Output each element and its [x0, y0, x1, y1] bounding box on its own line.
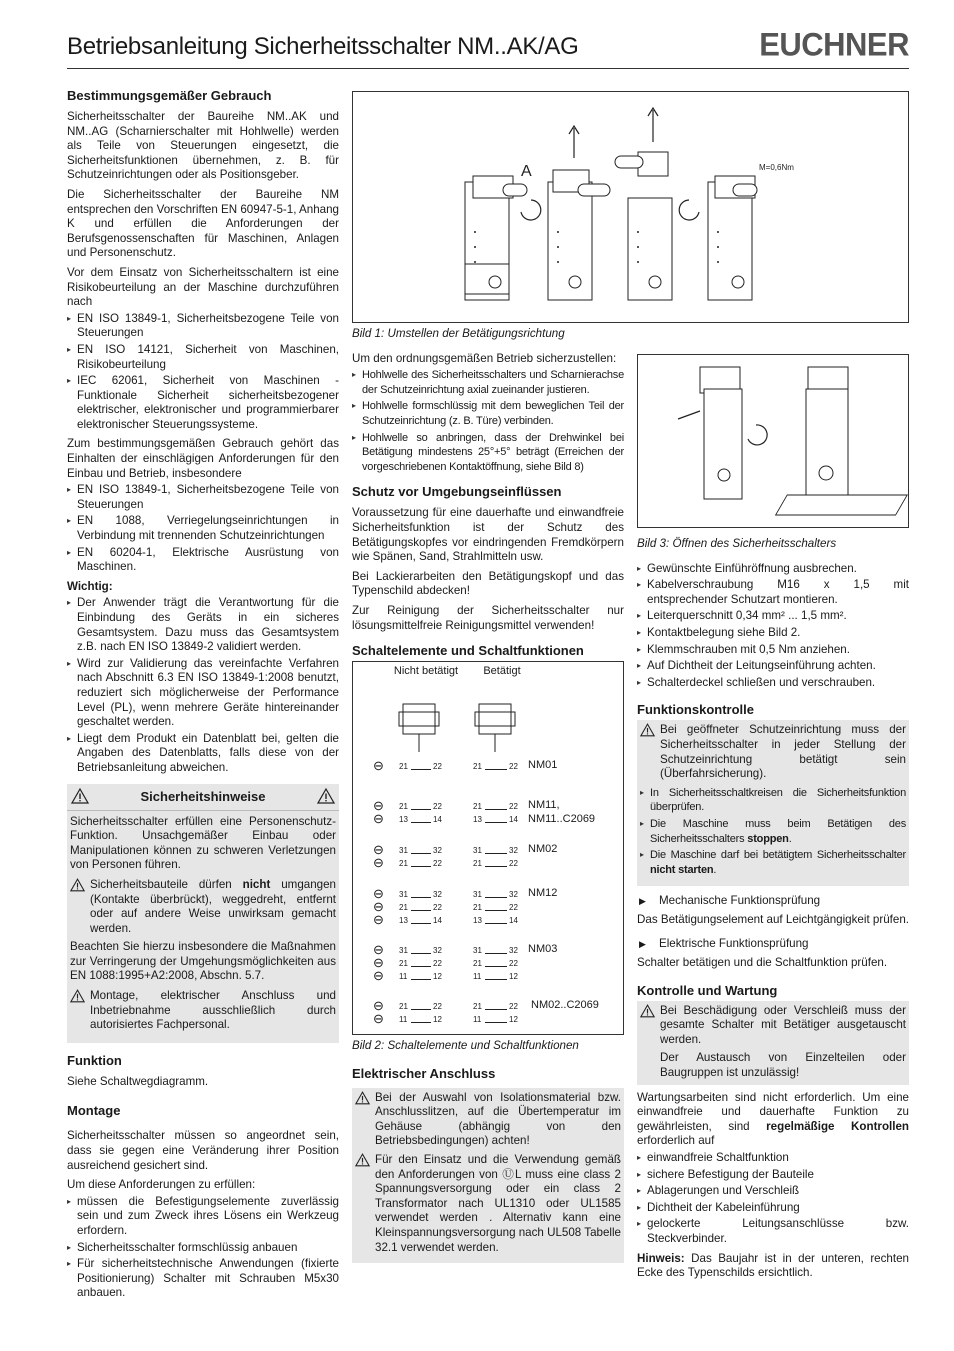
standards-list	[67, 312, 339, 433]
terminal-label: 21	[399, 1002, 408, 1012]
text: erforderlich auf	[637, 1134, 715, 1148]
paragraph: Um diese Anforderungen zu erfüllen:	[67, 1178, 256, 1192]
contact-symbol	[411, 809, 431, 810]
paragraph: Beachten Sie hierzu insbesondere die Maßnahmen zur Verringerung der Umgehungsmöglichkeiten aus EN 1088:1995+A2:2008, Abschn. 5.7.	[70, 940, 336, 983]
terminal-label: 22	[509, 903, 518, 913]
contact-rows	[353, 758, 623, 1032]
list-item: ▸ Wird zur Validierung das vereinfachte Verfahren nach Abschnitt 6.3 EN ISO 13849-1:2008 benutzt, reduziert sich möglicherweise der Performance Level (PL), wenn mehrere Geräte hintereinander geschaltet werden.	[67, 657, 339, 730]
direct-opening-icon: ⊖	[373, 855, 384, 871]
text: .	[713, 863, 717, 876]
warning-text: umgangen (Kontakte überbrückt), weggedreht, entfernt oder auf andere Weise unwirksam gemacht werden.	[90, 877, 337, 935]
torque-label: M=0,6Nm	[759, 163, 794, 172]
warning-icon	[640, 1004, 655, 1018]
mounting-list	[67, 1195, 339, 1301]
warning-note	[70, 989, 336, 1033]
terminal-label: 21	[399, 762, 408, 772]
direct-opening-icon: ⊖	[373, 798, 384, 814]
contact-row	[353, 842, 623, 886]
direct-opening-icon: ⊖	[373, 968, 384, 984]
paragraph	[637, 1091, 909, 1149]
list-item: ▸ Kabelverschraubung M16 x 1,5 mit entsprechender Schutzart montieren.	[637, 578, 909, 607]
heading-function: Funktion	[67, 1052, 122, 1068]
list-item: ▸ EN 1088, Verriegelungseinrichtungen in Verbindung mit trennenden Schutzeinrichtungen	[67, 514, 339, 543]
direct-opening-icon: ⊖	[373, 998, 384, 1014]
model-label: NM11, NM11..C2069	[528, 799, 596, 826]
contact-symbol	[485, 966, 507, 967]
text: Die Maschine darf bei betätigtem Sicherheitsschalter	[650, 849, 906, 862]
switch-illustration	[353, 92, 908, 322]
contact-symbol	[485, 822, 507, 823]
warning-icon	[355, 1091, 370, 1105]
contact-symbol	[411, 953, 431, 954]
heading-intended-use: Bestimmungsgemäßer Gebrauch	[67, 88, 272, 103]
contact-symbol	[485, 979, 507, 980]
list-item: ▸ Auf Dichtheit der Leitungseinführung achten.	[637, 659, 909, 674]
list-item: ▸ EN ISO 13849-1, Sicherheitsbezogene Teile von Steuerungen	[67, 312, 339, 341]
important-label: Wichtig:	[67, 579, 113, 593]
list-item: ▸ Leiterquerschnitt 0,34 mm² ... 1,5 mm².	[637, 609, 909, 624]
terminal-label: 21	[473, 762, 482, 772]
contact-symbol	[411, 979, 431, 980]
contact-symbol	[485, 910, 507, 911]
contact-row	[353, 798, 623, 842]
standards-list	[67, 483, 339, 575]
contact-symbol	[411, 853, 431, 854]
list-item: ▸ Hohlwelle so anbringen, dass der Drehwinkel bei Betätigung mindestens 25°+5° beträgt (Erreichen der vorgeschriebenen Kontaktöffnung, siehe Bild 8)	[352, 431, 624, 475]
maintenance-list	[637, 1151, 909, 1247]
list-item: ▸ Dichtheit der Kabeleinführung	[637, 1201, 909, 1216]
paragraph: Um den ordnungsgemäßen Betrieb sicherzustellen:	[352, 351, 617, 365]
terminal-label: 22	[509, 959, 518, 969]
text: .	[788, 832, 792, 845]
contact-symbol	[411, 910, 431, 911]
text-bold: stoppen	[747, 832, 789, 845]
terminal-label: 14	[433, 916, 442, 926]
terminal-label: 22	[433, 1002, 442, 1012]
terminal-label: 11	[473, 972, 482, 982]
contact-symbol	[485, 953, 507, 954]
hint-text: Das Baujahr ist in der unteren, rechten Ecke des Typenschilds ersichtlich.	[637, 1251, 909, 1280]
terminal-label: 21	[399, 802, 408, 812]
terminal-label: 21	[473, 903, 482, 913]
heading-switching-elements: Schaltelemente und Schaltfunktionen	[352, 643, 584, 659]
warning-icon	[71, 788, 89, 804]
text-bold: nicht starten	[650, 863, 714, 876]
check-list	[640, 786, 906, 878]
warning-text: Bei Beschädigung oder Verschleiß muss der gesamte Schalter mit Betätiger ausgetauscht werden.	[660, 1003, 906, 1046]
terminal-label: 21	[399, 959, 408, 969]
figure-3-caption: Bild 3: Öffnen des Sicherheitsschalters	[637, 537, 837, 550]
important-list	[67, 596, 339, 775]
column-label-actuated: Betätigt	[483, 665, 521, 678]
terminal-label: 32	[433, 890, 442, 900]
contact-row	[353, 886, 623, 942]
contact-symbol	[411, 897, 431, 898]
terminal-label: 11	[399, 972, 408, 982]
contact-symbol	[411, 822, 431, 823]
terminal-label: 13	[473, 815, 482, 825]
direct-opening-icon: ⊖	[373, 758, 384, 774]
paragraph: Siehe Schaltwegdiagramm.	[67, 1074, 209, 1088]
terminal-label: 14	[509, 815, 518, 825]
terminal-label: 22	[433, 903, 442, 913]
terminal-label: 22	[509, 859, 518, 869]
direct-opening-icon: ⊖	[373, 842, 384, 858]
terminal-label: 13	[473, 916, 482, 926]
paragraph: Der Austausch von Einzelteilen oder Baugruppen ist unzulässig!	[660, 1051, 906, 1080]
terminal-label: 21	[399, 903, 408, 913]
warning-icon	[640, 723, 655, 737]
list-item: ▸ EN ISO 14121, Sicherheit von Maschinen, Risikobeurteilung	[67, 343, 339, 372]
safety-title: Sicherheitshinweise	[140, 788, 266, 804]
warning-note	[355, 1153, 621, 1255]
terminal-label: 21	[399, 859, 408, 869]
terminal-label: 31	[399, 846, 408, 856]
terminal-label: 21	[473, 859, 482, 869]
function-check-box	[637, 720, 909, 886]
warning-text: Bei der Auswahl von Isolationsmaterial bzw. Anschlusslitzen, auf die Übertemperatur im Gehäuse (abhängig von den Betriebsbedingungen) achten!	[375, 1090, 621, 1148]
label-a: A	[521, 163, 532, 180]
warning-note	[70, 878, 336, 936]
terminal-label: 21	[473, 1002, 482, 1012]
figure-1-actuating-direction	[352, 91, 909, 323]
direct-opening-icon: ⊖	[373, 886, 384, 902]
column-1	[67, 88, 339, 1306]
list-item: ▸ gelockerte Leitungsanschlüsse bzw. Steckverbinder.	[637, 1217, 909, 1246]
text: Wartungsarbeiten sind nicht erforderlich. Um eine einwandfreie und dauerhafte Funktion zu gewährleisten, sind	[637, 1090, 909, 1133]
contact-symbol	[485, 1022, 507, 1023]
terminal-label: 22	[509, 802, 518, 812]
warning-icon	[70, 878, 85, 892]
warning-text: Montage, elektrischer Anschluss und Inbetriebnahme ausschließlich durch autorisiertes Fachpersonal.	[90, 989, 336, 1032]
terminal-label: 21	[473, 959, 482, 969]
figure-1-caption: Bild 1: Umstellen der Betätigungsrichtung	[352, 327, 565, 340]
paragraph: Sicherheitsschalter müssen so angeordnet sein, dass sie gegen eine Veränderung ihrer Position ausreichend gesichert sind.	[67, 1129, 339, 1172]
hint-label: Hinweis:	[637, 1251, 685, 1265]
electrical-test-label: ▶ Elektrische Funktionsprüfung	[637, 937, 909, 952]
warning-text: Bei geöffneter Schutzeinrichtung muss der Sicherheitsschalter in jeder Stellung der Schutzeinrichtung betätigt sein (Überfahrsicherung).	[660, 723, 906, 781]
opening-illustration	[638, 355, 908, 527]
terminal-label: 31	[473, 890, 482, 900]
paragraph: Sicherheitsschalter erfüllen eine Personenschutz-Funktion. Unsachgemäßer Einbau oder Manipulationen können zu schweren Verletzungen von Personen führen.	[70, 814, 336, 872]
list-item: ▸ sichere Befestigung der Bauteile	[637, 1168, 909, 1183]
terminal-label: 32	[509, 946, 518, 956]
warning-note	[355, 1091, 621, 1149]
list-item	[640, 848, 906, 877]
heading-function-check: Funktionskontrolle	[637, 702, 754, 718]
list-item: ▸ Liegt dem Produkt ein Datenblatt bei, gelten die Angaben des Datenblatts, falls diese von der Betriebsanleitung abweichen.	[67, 732, 339, 776]
terminal-label: 32	[509, 890, 518, 900]
document-title: Betriebsanleitung Sicherheitsschalter NM..AK/AG	[67, 33, 579, 60]
paragraph: Vor dem Einsatz von Sicherheitsschaltern ist eine Risikobeurteilung an der Maschine durchzuführen nach	[67, 265, 339, 309]
contact-symbol	[485, 897, 507, 898]
paragraph: Sicherheitsschalter der Baureihe NM..AK und NM..AG (Scharnierschalter mit Hohlwelle) werden als Teile von Steuerungen eingesetzt, die Sicherheitsfunktionen übernehmen, z. B. für Schutzeinrichtungen oder als Positionsgeber.	[67, 110, 339, 182]
terminal-label: 12	[509, 972, 518, 982]
warning-text-bold: nicht	[242, 877, 271, 891]
figure-2-caption: Bild 2: Schaltelemente und Schaltfunktionen	[352, 1039, 579, 1053]
terminal-label: 14	[509, 916, 518, 926]
contact-symbol	[411, 769, 431, 770]
direct-opening-icon: ⊖	[373, 811, 384, 827]
list-item: ▸ Hohlwelle des Sicherheitsschalters und Scharnierachse der Schutzeinrichtung axial zueinander justieren.	[352, 368, 624, 397]
terminal-label: 32	[433, 846, 442, 856]
list-item: ▸ Sicherheitsschalter formschlüssig anbauen	[67, 1241, 339, 1256]
direct-opening-icon: ⊖	[373, 942, 384, 958]
terminal-label: 12	[433, 1015, 442, 1025]
paragraph: Schalter betätigen und die Schaltfunktion prüfen.	[637, 956, 888, 970]
terminal-label: 12	[433, 972, 442, 982]
contact-symbol	[411, 866, 431, 867]
contact-row	[353, 942, 623, 998]
terminal-label: 22	[433, 959, 442, 969]
list-item: ▸ Für sicherheitstechnische Anwendungen (fixierte Positionierung) Schalter mit Schrauben M5x30 anbauen.	[67, 1257, 339, 1301]
list-item: ▸ Hohlwelle formschlüssig mit dem beweglichen Teil der Schutzeinrichtung (z. B. Türe) verbinden.	[352, 399, 624, 428]
operation-list	[352, 368, 624, 474]
terminal-label: 32	[509, 846, 518, 856]
electrical-warnings	[352, 1088, 624, 1264]
terminal-label: 31	[399, 890, 408, 900]
terminal-label: 31	[399, 946, 408, 956]
list-item: ▸ EN 60204-1, Elektrische Ausrüstung von Maschinen.	[67, 546, 339, 575]
terminal-label: 22	[433, 762, 442, 772]
warning-icon	[355, 1153, 370, 1167]
paragraph: Zur Reinigung der Sicherheitsschalter nur lösungsmittelfreie Reinigungsmittel verwenden!	[352, 603, 624, 632]
heading-environment: Schutz vor Umgebungseinflüssen	[352, 484, 562, 500]
maintenance-box	[637, 1001, 909, 1085]
direct-opening-icon: ⊖	[373, 912, 384, 928]
list-item: ▸ Gewünschte Einführöffnung ausbrechen.	[637, 562, 909, 577]
column-3	[637, 354, 909, 1286]
list-item: ▸ IEC 62061, Sicherheit von Maschinen - Funktionale Sicherheit sicherheitsbezogener elektrischer, elektronischer und programmierbarer elektronischer Steuerungssysteme.	[67, 374, 339, 432]
warning-note	[640, 723, 906, 781]
list-item: ▸ In Sicherheitsschaltkreisen die Sicherheitsfunktion überprüfen.	[640, 786, 906, 815]
terminal-label: 12	[509, 1015, 518, 1025]
paragraph: Die Sicherheitsschalter der Baureihe NM entsprechen den Vorschriften EN 60947-5-1, Anhang K und erfüllen die Anforderungen der Berufsgenossenschaften für Maschinen, Anlagen und Personenschutz.	[67, 187, 339, 260]
list-item: ▸ EN ISO 13849-1, Sicherheitsbezogene Teile von Steuerungen	[67, 483, 339, 512]
terminal-label: 31	[473, 846, 482, 856]
direct-opening-icon: ⊖	[373, 899, 384, 915]
brand-logo: EUCHNER	[759, 26, 909, 63]
warning-text: Für den Einsatz und die Verwendung gemäß den Anforderungen von ⓊL muss eine class 2 Spannungsversorgung oder ein class 2 Transformator nach UL1310 oder UL1585 verwendet werden . Alternativ kann eine Kleinspannungsversorgung nach UL508 Tabelle 32.1 verwendet werden.	[375, 1153, 622, 1254]
contact-symbol	[485, 853, 507, 854]
terminal-label: 22	[433, 859, 442, 869]
contact-symbol	[485, 923, 507, 924]
model-label: NM01	[528, 759, 558, 772]
terminal-label: 13	[399, 916, 408, 926]
terminal-label: 14	[433, 815, 442, 825]
contact-symbol	[411, 1022, 431, 1023]
terminal-label: 32	[433, 946, 442, 956]
paragraph: Bei Lackierarbeiten den Betätigungskopf und das Typenschild abdecken!	[352, 569, 624, 598]
terminal-label: 11	[473, 1015, 482, 1025]
column-label-not-actuated: Nicht betätigt	[393, 665, 459, 678]
contact-row	[353, 998, 623, 1032]
terminal-label: 22	[509, 762, 518, 772]
contact-row	[353, 758, 623, 798]
contact-symbol	[485, 769, 507, 770]
list-item: ▸ Klemmschrauben mit 0,5 Nm anziehen.	[637, 643, 909, 658]
contact-symbol	[411, 1009, 431, 1010]
list-item: ▸ Kontaktbelegung siehe Bild 2.	[637, 626, 909, 641]
warning-icon	[70, 989, 85, 1003]
model-label: NM03	[528, 943, 558, 956]
paragraph: Das Betätigungselement auf Leichtgängigkeit prüfen.	[637, 912, 909, 926]
contact-symbol	[411, 923, 431, 924]
paragraph: Zum bestimmungsgemäßen Gebrauch gehört das Einhalten der einschlägigen Anforderungen für den Einbau und Betrieb, insbesondere	[67, 437, 339, 480]
text: Die Maschine muss beim Betätigen des Sicherheitsschalters	[650, 817, 906, 845]
heading-mounting: Montage	[67, 1103, 121, 1119]
contact-symbol	[485, 866, 507, 867]
figure-3-opening-switch	[637, 354, 909, 528]
terminal-label: 31	[473, 946, 482, 956]
hint	[637, 1252, 909, 1281]
heading-inspection-maintenance: Kontrolle und Wartung	[637, 982, 778, 998]
model-label: NM02..C2069	[531, 999, 599, 1012]
warning-text: Sicherheitsbauteile dürfen	[90, 877, 243, 891]
page-header	[67, 26, 909, 69]
direct-opening-icon: ⊖	[373, 955, 384, 971]
contact-symbol	[485, 809, 507, 810]
list-item	[640, 817, 906, 846]
model-label: NM12	[528, 887, 558, 900]
terminal-label: 22	[433, 802, 442, 812]
list-item: ▸ Ablagerungen und Verschleiß	[637, 1184, 909, 1199]
list-item: ▸ Schalterdeckel schließen und verschrauben.	[637, 676, 909, 691]
text-bold: regelmäßige Kontrollen	[766, 1119, 909, 1133]
heading-electrical-connection: Elektrischer Anschluss	[352, 1065, 496, 1081]
model-label: NM02	[528, 843, 558, 856]
warning-note	[640, 1004, 906, 1048]
figure-2-switching-diagram	[352, 661, 624, 1035]
safety-notes-box	[67, 784, 339, 1043]
wiring-list	[637, 562, 909, 691]
list-item: ▸ einwandfreie Schaltfunktion	[637, 1151, 909, 1166]
list-item: ▸ müssen die Befestigungselemente zuverlässig sein und zum Zweck ihres Lösens ein Werkzeug erfordern.	[67, 1195, 339, 1239]
terminal-label: 13	[399, 815, 408, 825]
terminal-label: 11	[399, 1015, 408, 1025]
safety-header	[67, 784, 339, 811]
contact-symbol	[485, 1009, 507, 1010]
terminal-label: 21	[473, 802, 482, 812]
paragraph: Voraussetzung für eine dauerhafte und einwandfreie Sicherheitsfunktion ist der Schutz des Betätigungskopfes vor eindringenden Fremdkörpern wie Spänen, Sand, Strahlmitteln usw.	[352, 506, 624, 564]
direct-opening-icon: ⊖	[373, 1011, 384, 1027]
contact-symbol	[411, 966, 431, 967]
warning-icon	[317, 788, 335, 804]
mechanical-test-label: ▶ Mechanische Funktionsprüfung	[637, 894, 909, 909]
terminal-label: 22	[509, 1002, 518, 1012]
list-item: ▸ Der Anwender trägt die Verantwortung für die Einbindung des Geräts in ein sicheres Gesamtsystem. Dazu muss das Gesamtsystem z.B. nach EN ISO 13849-2 validiert werden.	[67, 596, 339, 654]
